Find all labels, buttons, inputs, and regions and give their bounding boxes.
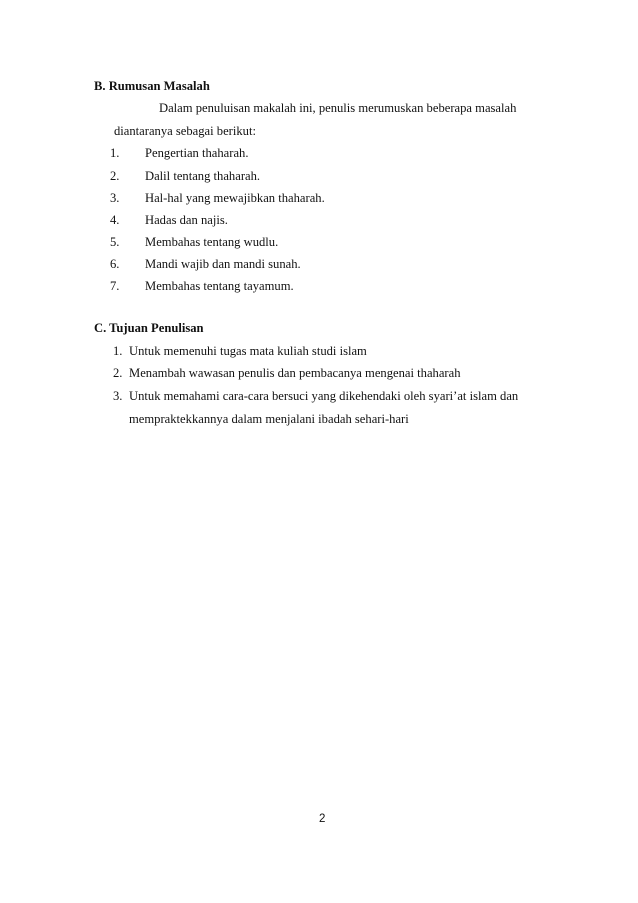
list-item-number: 7. xyxy=(110,279,120,293)
list-item: Untuk memenuhi tugas mata kuliah studi islam xyxy=(129,344,367,358)
list-item-number: 2. xyxy=(113,366,123,380)
list-item: Membahas tentang wudlu. xyxy=(145,235,279,249)
list-item-number: 3. xyxy=(110,191,120,205)
page-number: 2 xyxy=(319,813,326,825)
list-item: Dalil tentang thaharah. xyxy=(145,169,261,183)
section-b-intro-line1: Dalam penuluisan makalah ini, penulis merumuskan beberapa masalah xyxy=(159,101,517,115)
list-item-number: 1. xyxy=(113,344,123,358)
list-item: Pengertian thaharah. xyxy=(145,146,249,160)
list-item-number: 6. xyxy=(110,257,120,271)
list-item-continuation: mempraktekkannya dalam menjalani ibadah sehari-hari xyxy=(129,412,409,426)
list-item-number: 5. xyxy=(110,235,120,249)
list-item-number: 3. xyxy=(113,389,123,403)
list-item: Hal-hal yang mewajibkan thaharah. xyxy=(145,191,325,205)
section-b-heading: B. Rumusan Masalah xyxy=(94,79,210,93)
list-item: Membahas tentang tayamum. xyxy=(145,279,294,293)
list-item-number: 1. xyxy=(110,146,120,160)
list-item-number: 4. xyxy=(110,213,120,227)
list-item: Untuk memahami cara-cara bersuci yang dikehendaki oleh syari’at islam dan xyxy=(129,389,519,403)
list-item: Hadas dan najis. xyxy=(145,213,228,227)
list-item: Menambah wawasan penulis dan pembacanya mengenai thaharah xyxy=(129,366,461,380)
list-item-number: 2. xyxy=(110,169,120,183)
list-item: Mandi wajib dan mandi sunah. xyxy=(145,257,301,271)
section-b-intro-line2: diantaranya sebagai berikut: xyxy=(114,124,256,138)
section-c-heading: C. Tujuan Penulisan xyxy=(94,321,204,335)
